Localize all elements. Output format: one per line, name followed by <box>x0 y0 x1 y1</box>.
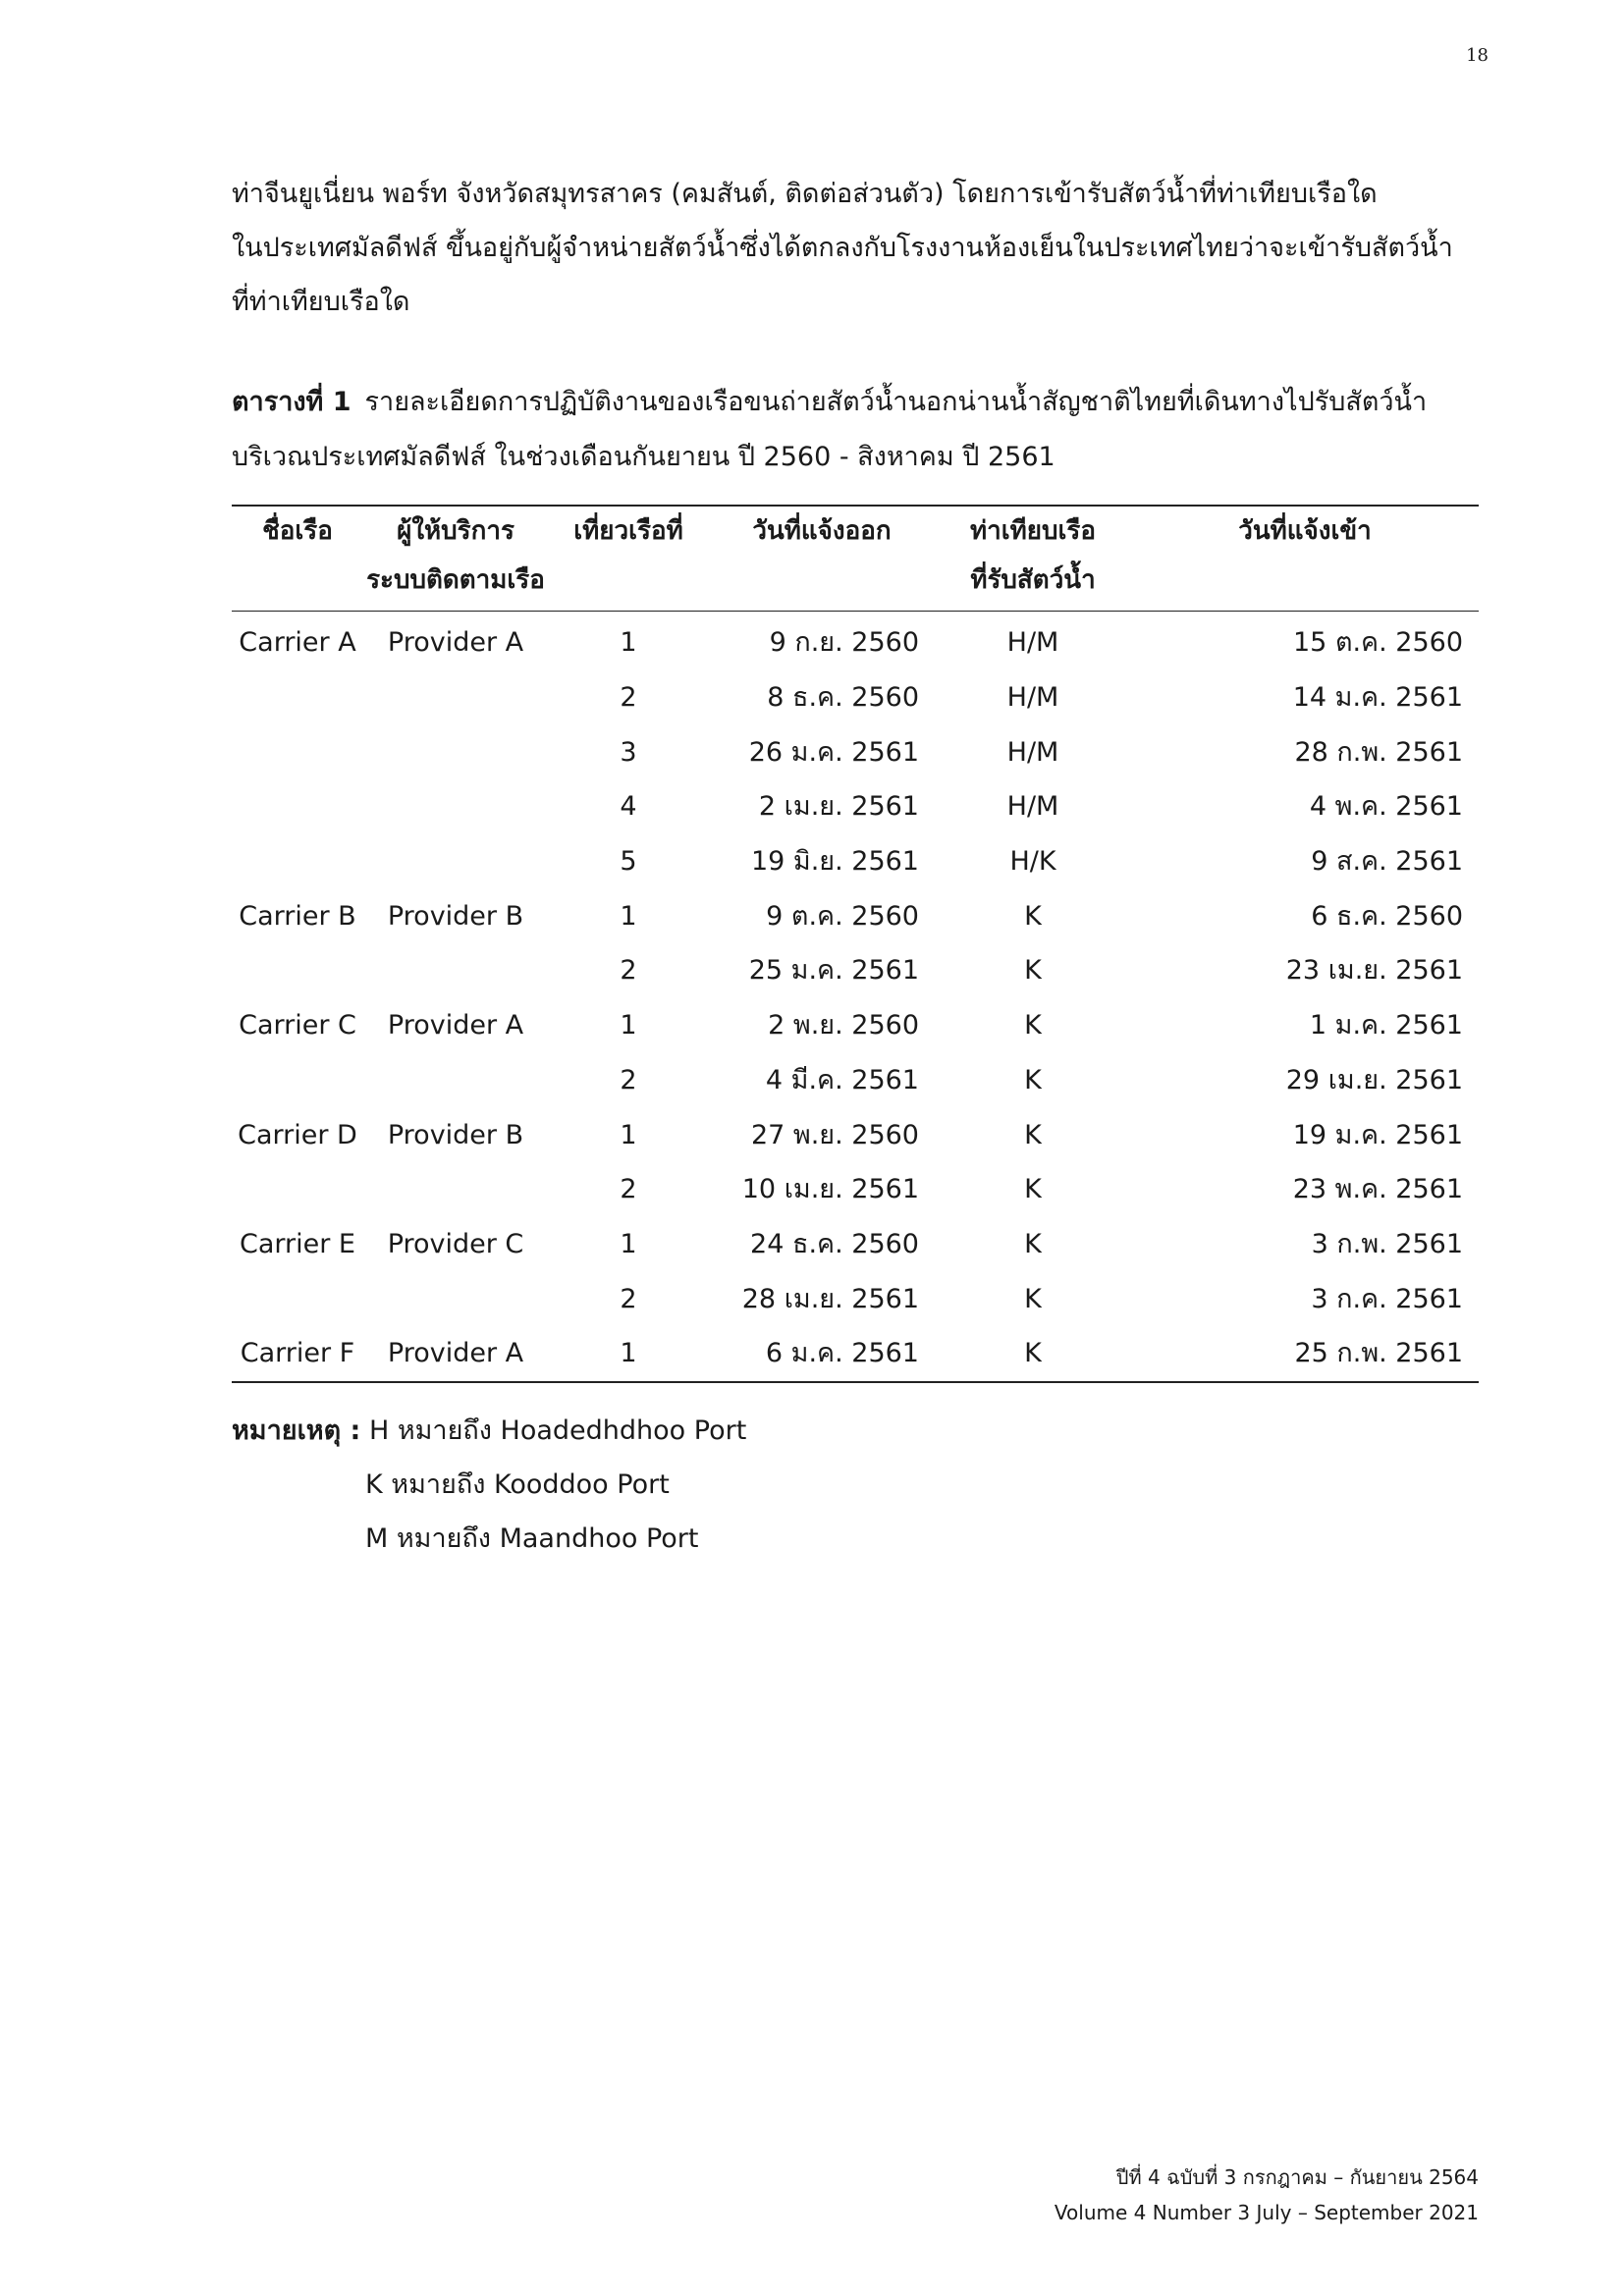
cell-port: K <box>1024 1010 1042 1041</box>
cell-provider <box>363 834 548 889</box>
cell-provider: Provider B <box>387 900 524 932</box>
caption-text-continued: บริเวณประเทศมัลดีฟส์ ในช่วงเดือนกันยายน ปี 2560 - สิงหาคม ปี 2561 <box>232 442 1056 472</box>
cell-trip: 1 <box>620 1338 637 1369</box>
cell-vessel: Carrier D <box>238 1119 357 1150</box>
cell-port: K <box>1024 900 1042 932</box>
cell-port: K <box>1024 1119 1042 1150</box>
table-row <box>232 1271 1479 1326</box>
cell-arrival: 4 พ.ค. 2561 <box>1309 791 1463 823</box>
cell-provider <box>363 1053 548 1108</box>
table-row <box>232 1217 1479 1272</box>
note-item: H หมายถึง Hoadedhdhoo Port <box>368 1415 747 1446</box>
table-row <box>232 1162 1479 1217</box>
cell-departure: 10 เม.ย. 2561 <box>741 1174 919 1205</box>
cell-vessel <box>232 724 363 779</box>
cell-trip: 2 <box>620 682 637 714</box>
cell-arrival: 14 ม.ค. 2561 <box>1292 682 1463 714</box>
cell-vessel <box>232 834 363 889</box>
cell-port: H/M <box>1006 736 1059 768</box>
cell-port: K <box>1024 1283 1042 1314</box>
footer-thai: ปีที่ 4 ฉบับที่ 3 กรกฎาคม – กันยายน 2564 <box>1115 2165 1479 2189</box>
table-row <box>232 834 1479 889</box>
table-caption <box>232 375 1479 485</box>
cell-trip: 2 <box>620 1064 637 1095</box>
cell-departure: 25 ม.ค. 2561 <box>748 955 919 987</box>
cell-trip: 1 <box>620 900 637 932</box>
cell-provider: Provider A <box>387 627 524 659</box>
note-item: M หมายถึง Maandhoo Port <box>365 1523 699 1554</box>
cell-arrival: 29 เม.ย. 2561 <box>1285 1064 1463 1095</box>
table-row <box>232 724 1479 779</box>
cell-trip: 3 <box>620 736 637 768</box>
cell-provider: Provider A <box>387 1010 524 1041</box>
cell-trip: 2 <box>620 1283 637 1314</box>
cell-arrival: 19 ม.ค. 2561 <box>1292 1119 1463 1150</box>
cell-vessel <box>232 670 363 725</box>
table-row <box>232 670 1479 725</box>
cell-provider: Provider C <box>387 1228 524 1259</box>
cell-port: K <box>1024 955 1042 987</box>
table-row <box>232 612 1479 670</box>
cell-arrival: 28 ก.พ. 2561 <box>1294 736 1463 768</box>
cell-port: H/M <box>1006 682 1059 714</box>
cell-departure: 6 ม.ค. 2561 <box>765 1338 919 1369</box>
cell-trip: 1 <box>620 1228 637 1259</box>
cell-port: K <box>1024 1338 1042 1369</box>
header-vessel-name: ชื่อเรือ <box>232 506 363 612</box>
cell-arrival: 6 ธ.ค. 2560 <box>1311 900 1463 932</box>
cell-provider <box>363 724 548 779</box>
vessel-operations-table <box>232 505 1479 1383</box>
table-row <box>232 888 1479 943</box>
cell-trip: 2 <box>620 1174 637 1205</box>
table-row <box>232 943 1479 998</box>
cell-trip: 1 <box>620 1010 637 1041</box>
header-trip-number: เที่ยวเรือที่ <box>548 506 709 612</box>
cell-vessel <box>232 1053 363 1108</box>
cell-port: H/K <box>1009 846 1056 878</box>
cell-provider <box>363 670 548 725</box>
cell-trip: 1 <box>620 1119 637 1150</box>
cell-arrival: 1 ม.ค. 2561 <box>1309 1010 1463 1041</box>
body-line: ที่ท่าเทียบเรือใด <box>232 287 410 317</box>
caption-label: ตารางที่ 1 <box>232 387 352 417</box>
cell-provider: Provider B <box>387 1119 524 1150</box>
table-row <box>232 1053 1479 1108</box>
cell-arrival: 3 ก.ค. 2561 <box>1311 1283 1463 1314</box>
cell-departure: 9 ต.ค. 2560 <box>766 900 919 932</box>
cell-port: H/M <box>1006 627 1059 659</box>
table-header-row <box>232 506 1479 612</box>
cell-trip: 2 <box>620 955 637 987</box>
cell-vessel: Carrier E <box>240 1228 355 1259</box>
cell-provider <box>363 943 548 998</box>
cell-port: K <box>1024 1174 1042 1205</box>
cell-vessel <box>232 779 363 834</box>
table-row <box>232 1107 1479 1162</box>
body-paragraph <box>232 167 1479 329</box>
header-tracking-provider: ผู้ให้บริการ ระบบติดตามเรือ <box>363 506 548 612</box>
cell-departure: 9 ก.ย. 2560 <box>769 627 919 659</box>
cell-trip: 4 <box>620 791 637 823</box>
cell-port: K <box>1024 1064 1042 1095</box>
cell-port: H/M <box>1006 791 1059 823</box>
cell-arrival: 9 ส.ค. 2561 <box>1311 846 1463 878</box>
cell-arrival: 25 ก.พ. 2561 <box>1294 1338 1463 1369</box>
table-note <box>232 1404 746 1566</box>
cell-provider <box>363 1271 548 1326</box>
cell-vessel: Carrier F <box>240 1338 355 1369</box>
cell-arrival: 3 ก.พ. 2561 <box>1311 1228 1463 1259</box>
cell-departure: 26 ม.ค. 2561 <box>748 736 919 768</box>
cell-departure: 2 พ.ย. 2560 <box>768 1010 919 1041</box>
cell-vessel <box>232 943 363 998</box>
cell-trip: 1 <box>620 627 637 659</box>
cell-vessel: Carrier B <box>239 900 356 932</box>
body-line: ในประเทศมัลดีฟส์ ขึ้นอยู่กับผู้จำหน่ายสัตว์น้ำซึ่งได้ตกลงกับโรงงานห้องเย็นในประเทศไทยว่าจะเข้ารับสัตว์น้ำ <box>232 233 1453 263</box>
header-departure-date: วันที่แจ้งออก <box>709 506 935 612</box>
cell-vessel <box>232 1271 363 1326</box>
table-row <box>232 1326 1479 1382</box>
cell-departure: 2 เม.ย. 2561 <box>758 791 919 823</box>
page-number: 18 <box>1466 45 1489 66</box>
cell-vessel: Carrier A <box>239 627 356 659</box>
note-label: หมายเหตุ : <box>232 1415 361 1446</box>
caption-text: รายละเอียดการปฏิบัติงานของเรือขนถ่ายสัตว์น้ำนอกน่านน้ำสัญชาติไทยที่เดินทางไปรับสัตว์น้ำ <box>364 387 1428 417</box>
cell-departure: 27 พ.ย. 2560 <box>750 1119 919 1150</box>
cell-arrival: 23 พ.ค. 2561 <box>1292 1174 1463 1205</box>
cell-vessel <box>232 1162 363 1217</box>
journal-footer <box>1055 2160 1479 2230</box>
cell-provider: Provider A <box>387 1338 524 1369</box>
table-row <box>232 998 1479 1053</box>
cell-departure: 19 มิ.ย. 2561 <box>750 846 919 878</box>
cell-port: K <box>1024 1228 1042 1259</box>
cell-departure: 28 เม.ย. 2561 <box>741 1283 919 1314</box>
cell-trip: 5 <box>620 846 637 878</box>
cell-arrival: 23 เม.ย. 2561 <box>1285 955 1463 987</box>
cell-departure: 8 ธ.ค. 2560 <box>767 682 919 714</box>
cell-provider <box>363 1162 548 1217</box>
cell-departure: 4 มี.ค. 2561 <box>765 1064 919 1095</box>
footer-english: Volume 4 Number 3 July – September 2021 <box>1054 2201 1479 2224</box>
cell-arrival: 15 ต.ค. 2560 <box>1293 627 1463 659</box>
cell-departure: 24 ธ.ค. 2560 <box>750 1228 919 1259</box>
table-row <box>232 779 1479 834</box>
note-item: K หมายถึง Kooddoo Port <box>365 1469 670 1500</box>
header-arrival-date: วันที่แจ้งเข้า <box>1131 506 1479 612</box>
body-line: ท่าจีนยูเนี่ยน พอร์ท จังหวัดสมุทรสาคร (คมสันต์, ติดต่อส่วนตัว) โดยการเข้ารับสัตว์น้ำที่ท่าเทียบเรือใด <box>232 179 1378 209</box>
cell-vessel: Carrier C <box>239 1010 356 1041</box>
header-port: ท่าเทียบเรือ ที่รับสัตว์น้ำ <box>935 506 1131 612</box>
cell-provider <box>363 779 548 834</box>
